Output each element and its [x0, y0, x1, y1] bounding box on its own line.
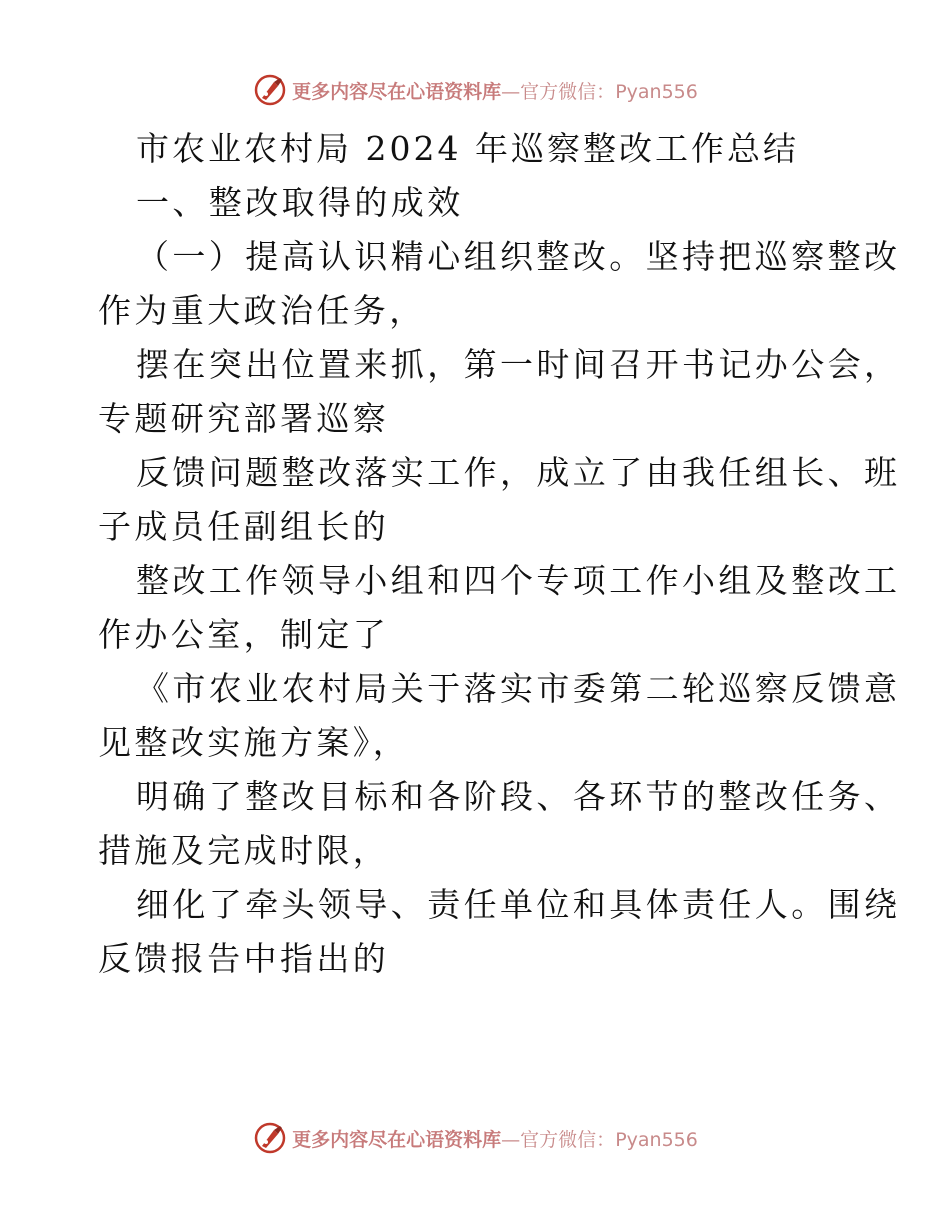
watermark-id: Pyan556: [615, 1128, 698, 1151]
paragraph-line: 作为重大政治任务，: [98, 291, 426, 330]
watermark-id: Pyan556: [615, 80, 698, 103]
paragraph-line: 专题研究部署巡察: [98, 399, 390, 438]
watermark-text: [292, 77, 698, 104]
watermark-contact: 官方微信：: [520, 80, 616, 103]
paragraph-line: 反馈报告中指出的: [98, 939, 390, 978]
document-title: 市农业农村局 2024 年巡察整改工作总结: [136, 129, 799, 168]
watermark-text: [292, 1125, 698, 1152]
watermark-brand: 更多内容尽在心语资料库: [292, 1128, 502, 1151]
section-heading: 一、整改取得的成效: [136, 183, 464, 222]
paragraph-line: 见整改实施方案》，: [98, 723, 410, 762]
paragraph-line: 整改工作领导小组和四个专项工作小组及整改工: [136, 561, 901, 600]
footer-watermark: [0, 1118, 950, 1158]
paragraph-line: 明确了整改目标和各阶段、各环节的整改任务、: [136, 777, 901, 816]
document-body: [98, 122, 901, 986]
paragraph-line: 反馈问题整改落实工作，成立了由我任组长、班: [136, 453, 901, 492]
pen-nib-logo-icon: [252, 72, 288, 108]
pen-nib-logo-icon: [252, 1120, 288, 1156]
paragraph-line: 作办公室，制定了: [98, 615, 390, 654]
paragraph-line: 措施及完成时限，: [98, 831, 390, 870]
watermark-brand: 更多内容尽在心语资料库: [292, 80, 502, 103]
watermark-dash: —: [501, 80, 521, 103]
paragraph-line: （一）提高认识精心组织整改。坚持把巡察整改: [136, 237, 901, 276]
paragraph-line: 摆在突出位置来抓，第一时间召开书记办公会，: [136, 345, 901, 384]
paragraph-line: 子成员任副组长的: [98, 507, 390, 546]
watermark-dash: —: [501, 1128, 521, 1151]
paragraph-line: 细化了牵头领导、责任单位和具体责任人。围绕: [136, 885, 901, 924]
header-watermark: [0, 70, 950, 110]
watermark-contact: 官方微信：: [520, 1128, 616, 1151]
paragraph-line: 《市农业农村局关于落实市委第二轮巡察反馈意: [136, 669, 901, 708]
